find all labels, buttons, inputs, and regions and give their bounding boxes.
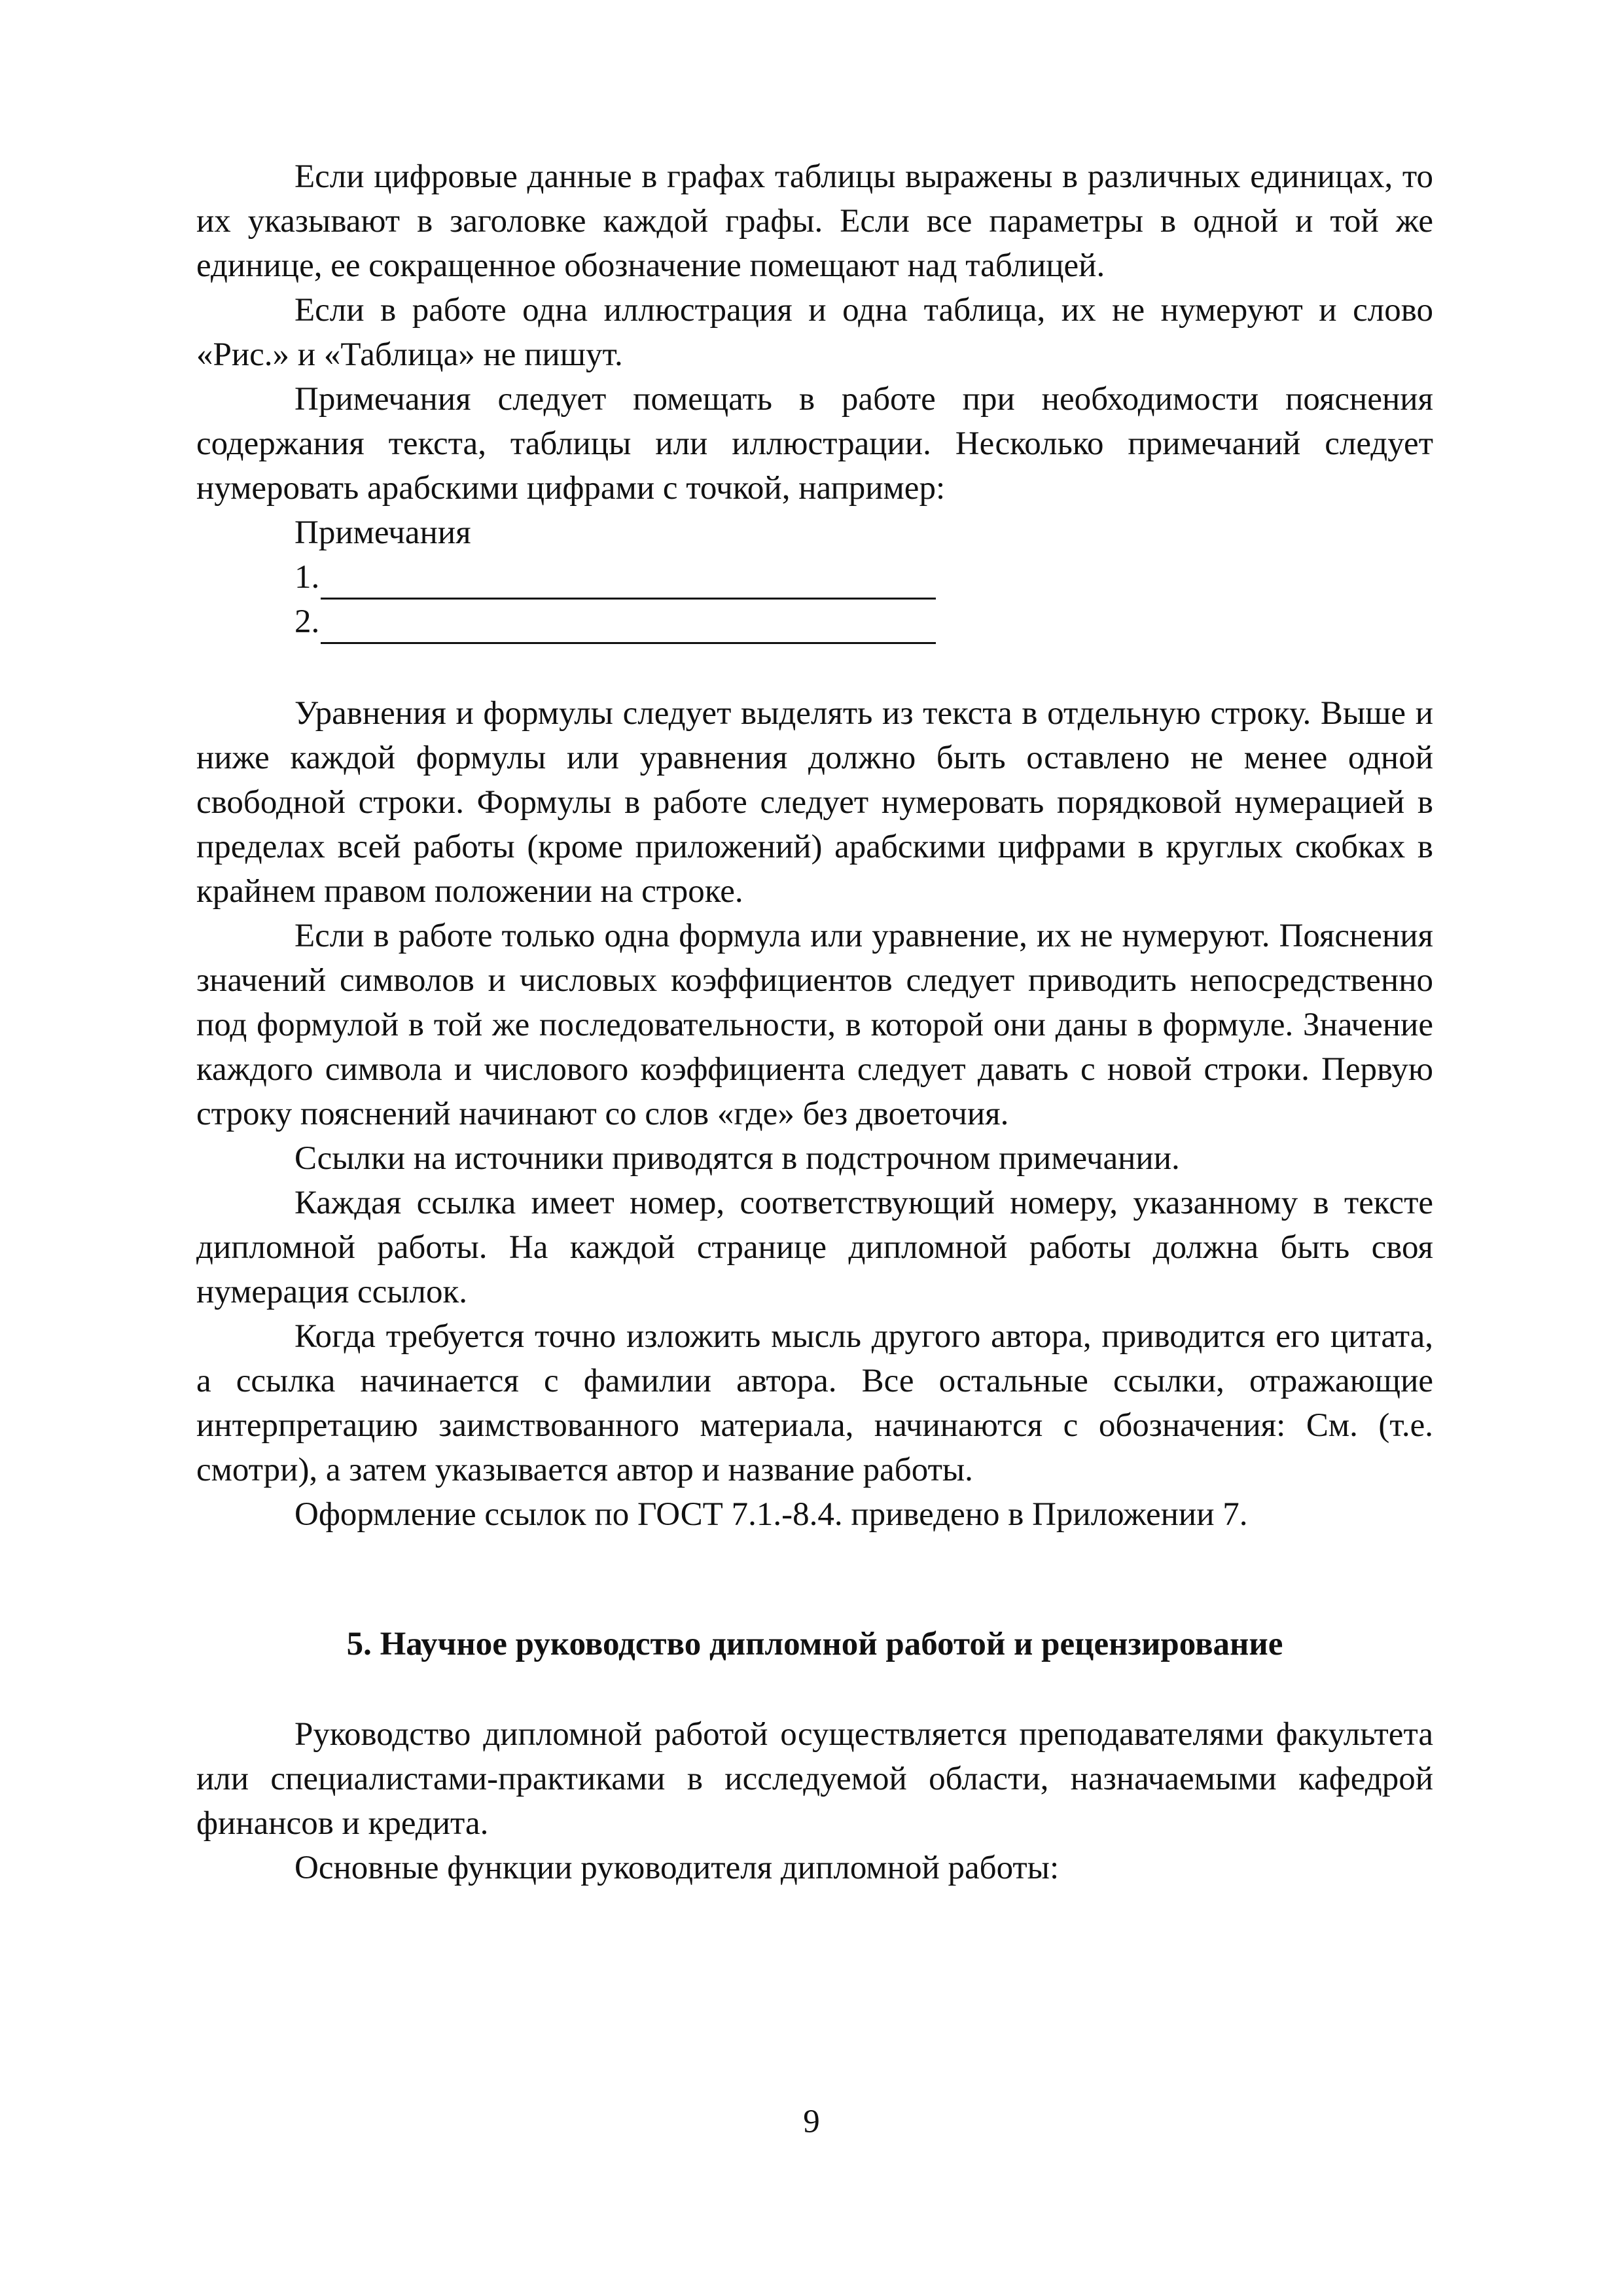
note-item-1 <box>196 555 1433 600</box>
paragraph-gost: Оформление ссылок по ГОСТ 7.1.-8.4. приведено в Приложении 7. <box>294 1496 1248 1533</box>
paragraph-single-formula: Если в работе только одна формула или уравнение, их не нумеруют. Пояснения значений символов и числовых коэффициентов следует приводить непосредственно под формулой в той же последовательности, в которой они даны в формуле. Значение каждого символа и числового коэффициента следует давать с новой строки. Первую строку пояснений начинают со слов «где» без двоеточия. <box>196 918 1433 1132</box>
paragraph-single-illustration: Если в работе одна иллюстрация и одна таблица, их не нумеруют и слово «Рис.» и «Таблица» не пишут. <box>196 292 1433 373</box>
paragraph-quotation: Когда требуется точно изложить мысль другого автора, приводится его цитата, а ссылка начинается с фамилии автора. Все остальные ссылки, отражающие интерпретацию заимствованного материала, начинаются с обозначения: См. (т.е. смотри), а затем указывается автор и название работы. <box>196 1318 1433 1488</box>
paragraph-formulas: Уравнения и формулы следует выделять из текста в отдельную строку. Выше и ниже каждой формулы или уравнения должно быть оставлено не менее одной свободной строки. Формулы в работе следует нумеровать порядковой нумерацией в пределах всей работы (кроме приложений) арабскими цифрами в круглых скобках в крайнем правом положении на строке. <box>196 695 1433 910</box>
paragraph-footnote-refs: Ссылки на источники приводятся в подстрочном примечании. <box>294 1140 1180 1177</box>
page-number: 9 <box>803 2104 820 2140</box>
paragraph-ref-numbering: Каждая ссылка имеет номер, соответствующий номеру, указанному в тексте дипломной работы. На каждой странице дипломной работы должна быть своя нумерация ссылок. <box>196 1185 1433 1310</box>
note-item-number: 1. <box>294 559 320 596</box>
note-item-number: 2. <box>294 603 320 640</box>
spacer <box>196 644 1433 691</box>
paragraph-supervisor-functions: Основные функции руководителя дипломной работы: <box>294 1850 1060 1886</box>
paragraph-notes: Примечания следует помещать в работе при необходимости пояснения содержания текста, таблицы или иллюстрации. Несколько примечаний следует нумеровать арабскими цифрами с точкой, например: <box>196 381 1433 507</box>
section-heading: 5. Научное руководство дипломной работой и рецензирование <box>346 1626 1283 1662</box>
spacer <box>196 1666 1433 1712</box>
spacer <box>196 1537 1433 1622</box>
paragraph-supervision: Руководство дипломной работой осуществляется преподавателями факультета или специалистами-практиками в исследуемой области, назначаемыми кафедрой финансов и кредита. <box>196 1716 1433 1842</box>
page-body <box>196 154 1433 1890</box>
notes-title: Примечания <box>294 514 471 551</box>
note-blank-line <box>321 605 936 644</box>
note-item-2 <box>196 600 1433 644</box>
note-blank-line <box>321 561 936 600</box>
paragraph-units: Если цифровые данные в графах таблицы выражены в различных единицах, то их указывают в заголовке каждой графы. Если все параметры в одной и той же единице, ее сокращенное обозначение помещают над таблицей. <box>196 158 1433 284</box>
